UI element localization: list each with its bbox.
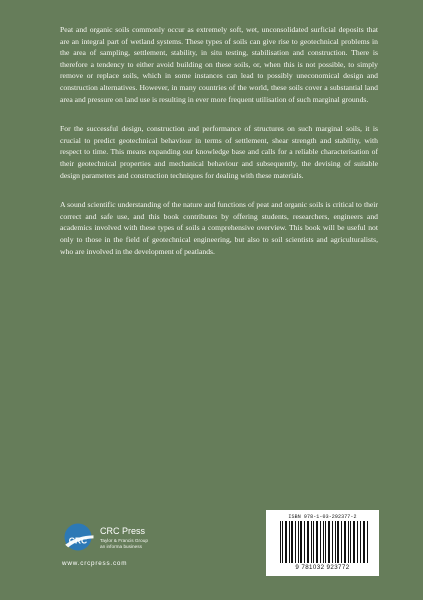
publisher-subtitle-line-2: an informa business — [100, 544, 142, 549]
back-cover-description — [60, 24, 378, 257]
description-paragraph-3: A sound scientific understanding of the nature and functions of peat and organic soils is critical to their correct and safe use, and this book contributes by offering students, researchers, engineers and academics involved with these types of soils a comprehensive overview. This book will be useful not only to those in the field of geotechnical engineering, but also to soil scientists and agriculturalists, who are involved in the development of peatlands. — [60, 200, 378, 256]
publisher-block — [62, 520, 192, 586]
publisher-subtitle-line-1: Taylor & Francis Group — [100, 538, 148, 543]
isbn-barcode-panel — [266, 510, 379, 576]
publisher-name: CRC Press — [100, 526, 146, 536]
description-paragraph-1: Peat and organic soils commonly occur as extremely soft, wet, unconsolidated surficial deposits that are an integral part of wetland systems. These types of soils can give rise to geotechnical problems in the area of sampling, settlement, stability, in situ testing, stabilisation and construction. There is therefore a tendency to either avoid building on these soils, or, when this is not possible, to simply remove or replace soils, which in some instances can lead to possibly uneconomical design and construction alternatives. However, in many countries of the world, these soils cover a substantial land area and pressure on land use is resulting in ever more frequent utilisation of such marginal grounds. — [60, 25, 378, 104]
crc-logo-text: CRC — [68, 535, 88, 546]
barcode-number: 9 781032 923772 — [295, 564, 350, 571]
barcode-icon — [280, 521, 369, 563]
description-paragraph-2: For the successful design, construction and performance of structures on such marginal soils, it is crucial to predict geotechnical behaviour in terms of settlement, shear strength and stability, with respect to time. This means expanding our knowledge base and calls for a reliable characterisation of their geotechnical properties and mechanical behaviour and subsequently, the devising of suitable design parameters and construction techniques for dealing with these materials. — [60, 124, 378, 180]
isbn-caption: ISBN 978-1-03-292377-2 — [288, 514, 357, 520]
crc-logo-icon — [62, 520, 96, 560]
publisher-website: www.crcpress.com — [62, 560, 128, 567]
